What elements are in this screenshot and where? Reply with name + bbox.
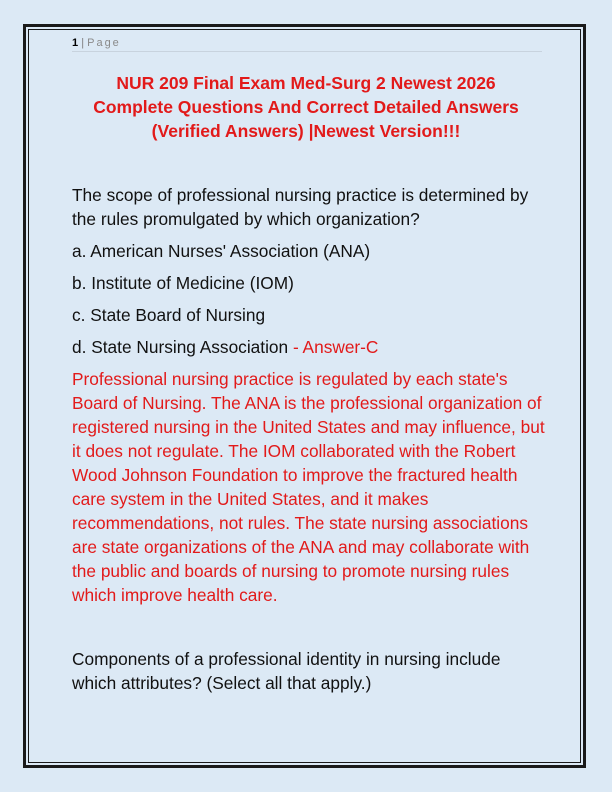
question-1-options <box>72 239 547 359</box>
answer-explanation: Professional nursing practice is regulated by each state's Board of Nursing. The ANA is the professional organization of registered nursing in the United States and may influence, but it does not regulate. The IOM collaborated with the Robert Wood Johnson Foundation to improve the fractured health care system in the United States, and it makes recommendations, not rules. The state nursing associations are state organizations of the ANA and may collaborate with the public and boards of nursing to promote nursing rules which improve health care. <box>72 369 545 605</box>
document-body <box>72 183 547 695</box>
option-d-text: d. State Nursing Association <box>72 337 289 357</box>
page-header <box>72 36 542 52</box>
title-line-1: NUR 209 Final Exam Med-Surg 2 Newest 2026 <box>116 73 496 93</box>
page-number: 1 <box>72 37 79 49</box>
option-d <box>72 335 547 359</box>
question-2-text: Components of a professional identity in nursing include which attributes? (Select all that apply.) <box>72 649 501 693</box>
answer-key: - Answer-C <box>292 337 379 357</box>
page-separator: | <box>81 37 85 49</box>
question-1-text: The scope of professional nursing practice is determined by the rules promulgated by which organization? <box>72 185 529 229</box>
option-a: a. American Nurses' Association (ANA) <box>72 241 371 261</box>
document-title <box>60 71 552 143</box>
option-c: c. State Board of Nursing <box>72 305 266 325</box>
option-b: b. Institute of Medicine (IOM) <box>72 273 294 293</box>
page-label: Page <box>87 37 121 49</box>
title-line-3: (Verified Answers) |Newest Version!!! <box>151 121 461 141</box>
title-line-2: Complete Questions And Correct Detailed Answers <box>93 97 519 117</box>
